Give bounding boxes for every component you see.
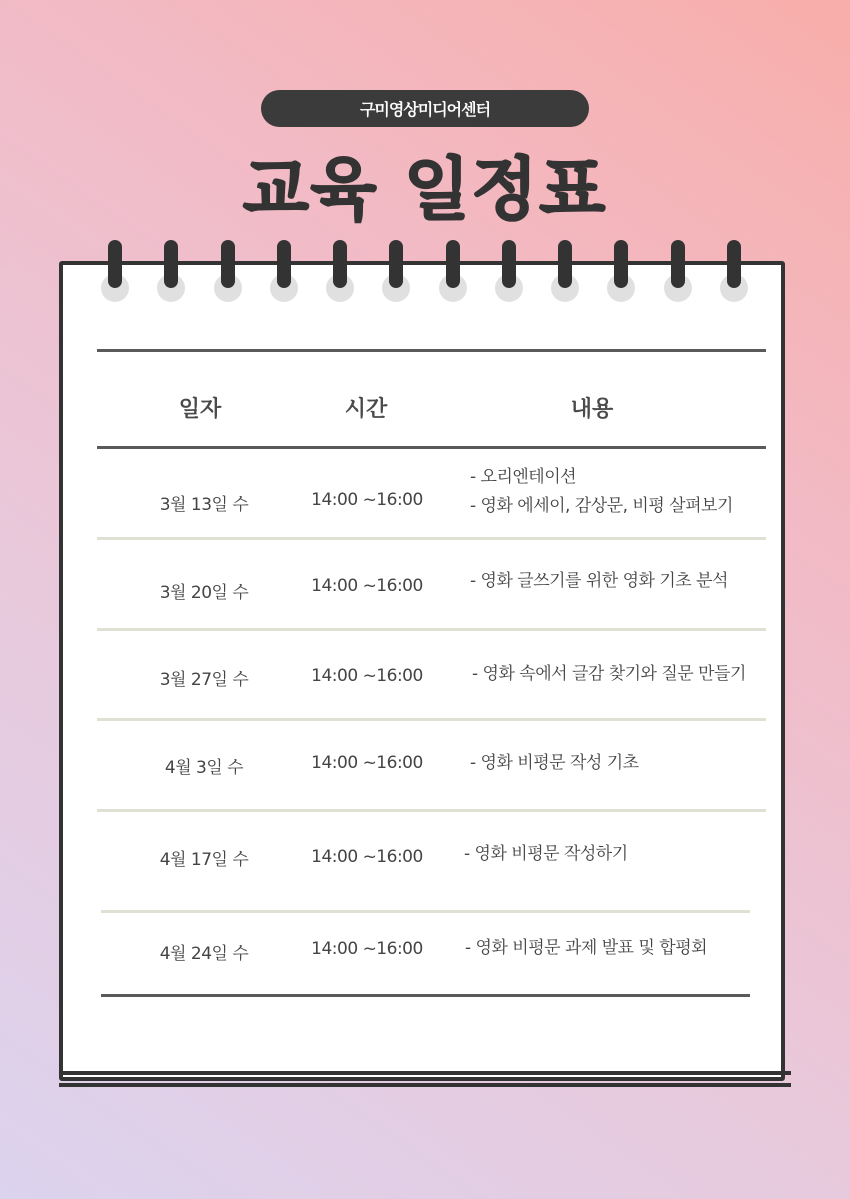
row-content — [470, 463, 733, 521]
org-name: 구미영상미디어센터 — [359, 100, 491, 119]
row-divider — [97, 718, 766, 721]
row-content — [470, 749, 639, 778]
spiral-ring — [720, 240, 748, 302]
row-content-line: - 영화 에세이, 감상문, 비평 살펴보기 — [470, 496, 733, 516]
row-content-line: - 오리엔테이션 — [470, 467, 577, 487]
row-content — [472, 660, 746, 689]
column-header-content: 내용 — [570, 397, 614, 422]
spiral-ring — [101, 240, 129, 302]
page-title: 교육 일정표 — [242, 151, 608, 230]
spiral-ring — [214, 240, 242, 302]
row-content — [464, 840, 628, 869]
row-content-line: - 영화 속에서 글감 찾기와 질문 만들기 — [472, 664, 746, 684]
row-content-line: - 영화 글쓰기를 위한 영화 기초 분석 — [470, 571, 728, 591]
row-date: 3월 20일 수 — [159, 583, 249, 603]
spiral-ring — [157, 240, 185, 302]
table-bottom-rule — [101, 994, 750, 997]
row-date: 4월 17일 수 — [159, 850, 249, 870]
column-header-date: 일자 — [178, 397, 222, 422]
row-date: 4월 24일 수 — [159, 944, 249, 964]
row-content-line: - 영화 비평문 작성하기 — [464, 844, 628, 864]
notebook-edge — [59, 1083, 791, 1087]
row-time: 14:00 ~16:00 — [311, 753, 423, 773]
row-divider — [97, 537, 766, 540]
spiral-ring — [495, 240, 523, 302]
spiral-ring — [382, 240, 410, 302]
spiral-ring — [270, 240, 298, 302]
org-badge — [261, 90, 589, 127]
spiral-ring — [607, 240, 635, 302]
column-header-time: 시간 — [344, 397, 388, 422]
row-time: 14:00 ~16:00 — [311, 490, 423, 510]
row-divider — [97, 809, 766, 812]
row-date: 3월 13일 수 — [159, 495, 249, 515]
spiral-ring — [439, 240, 467, 302]
row-content-line: - 영화 비평문 과제 발표 및 합평회 — [465, 938, 708, 958]
row-date: 3월 27일 수 — [159, 670, 249, 690]
row-time: 14:00 ~16:00 — [311, 939, 423, 959]
row-date: 4월 3일 수 — [164, 758, 244, 778]
table-top-rule — [97, 349, 766, 352]
table-header-rule — [97, 446, 766, 449]
notebook-edge — [59, 1071, 791, 1075]
row-divider — [101, 910, 750, 913]
row-content — [465, 934, 707, 963]
spiral-ring — [326, 240, 354, 302]
row-time: 14:00 ~16:00 — [311, 666, 423, 686]
row-content — [470, 567, 728, 596]
row-content-line: - 영화 비평문 작성 기초 — [470, 753, 639, 773]
row-time: 14:00 ~16:00 — [311, 847, 423, 867]
spiral-ring — [664, 240, 692, 302]
row-time: 14:00 ~16:00 — [311, 576, 423, 596]
spiral-ring — [551, 240, 579, 302]
row-divider — [97, 628, 766, 631]
